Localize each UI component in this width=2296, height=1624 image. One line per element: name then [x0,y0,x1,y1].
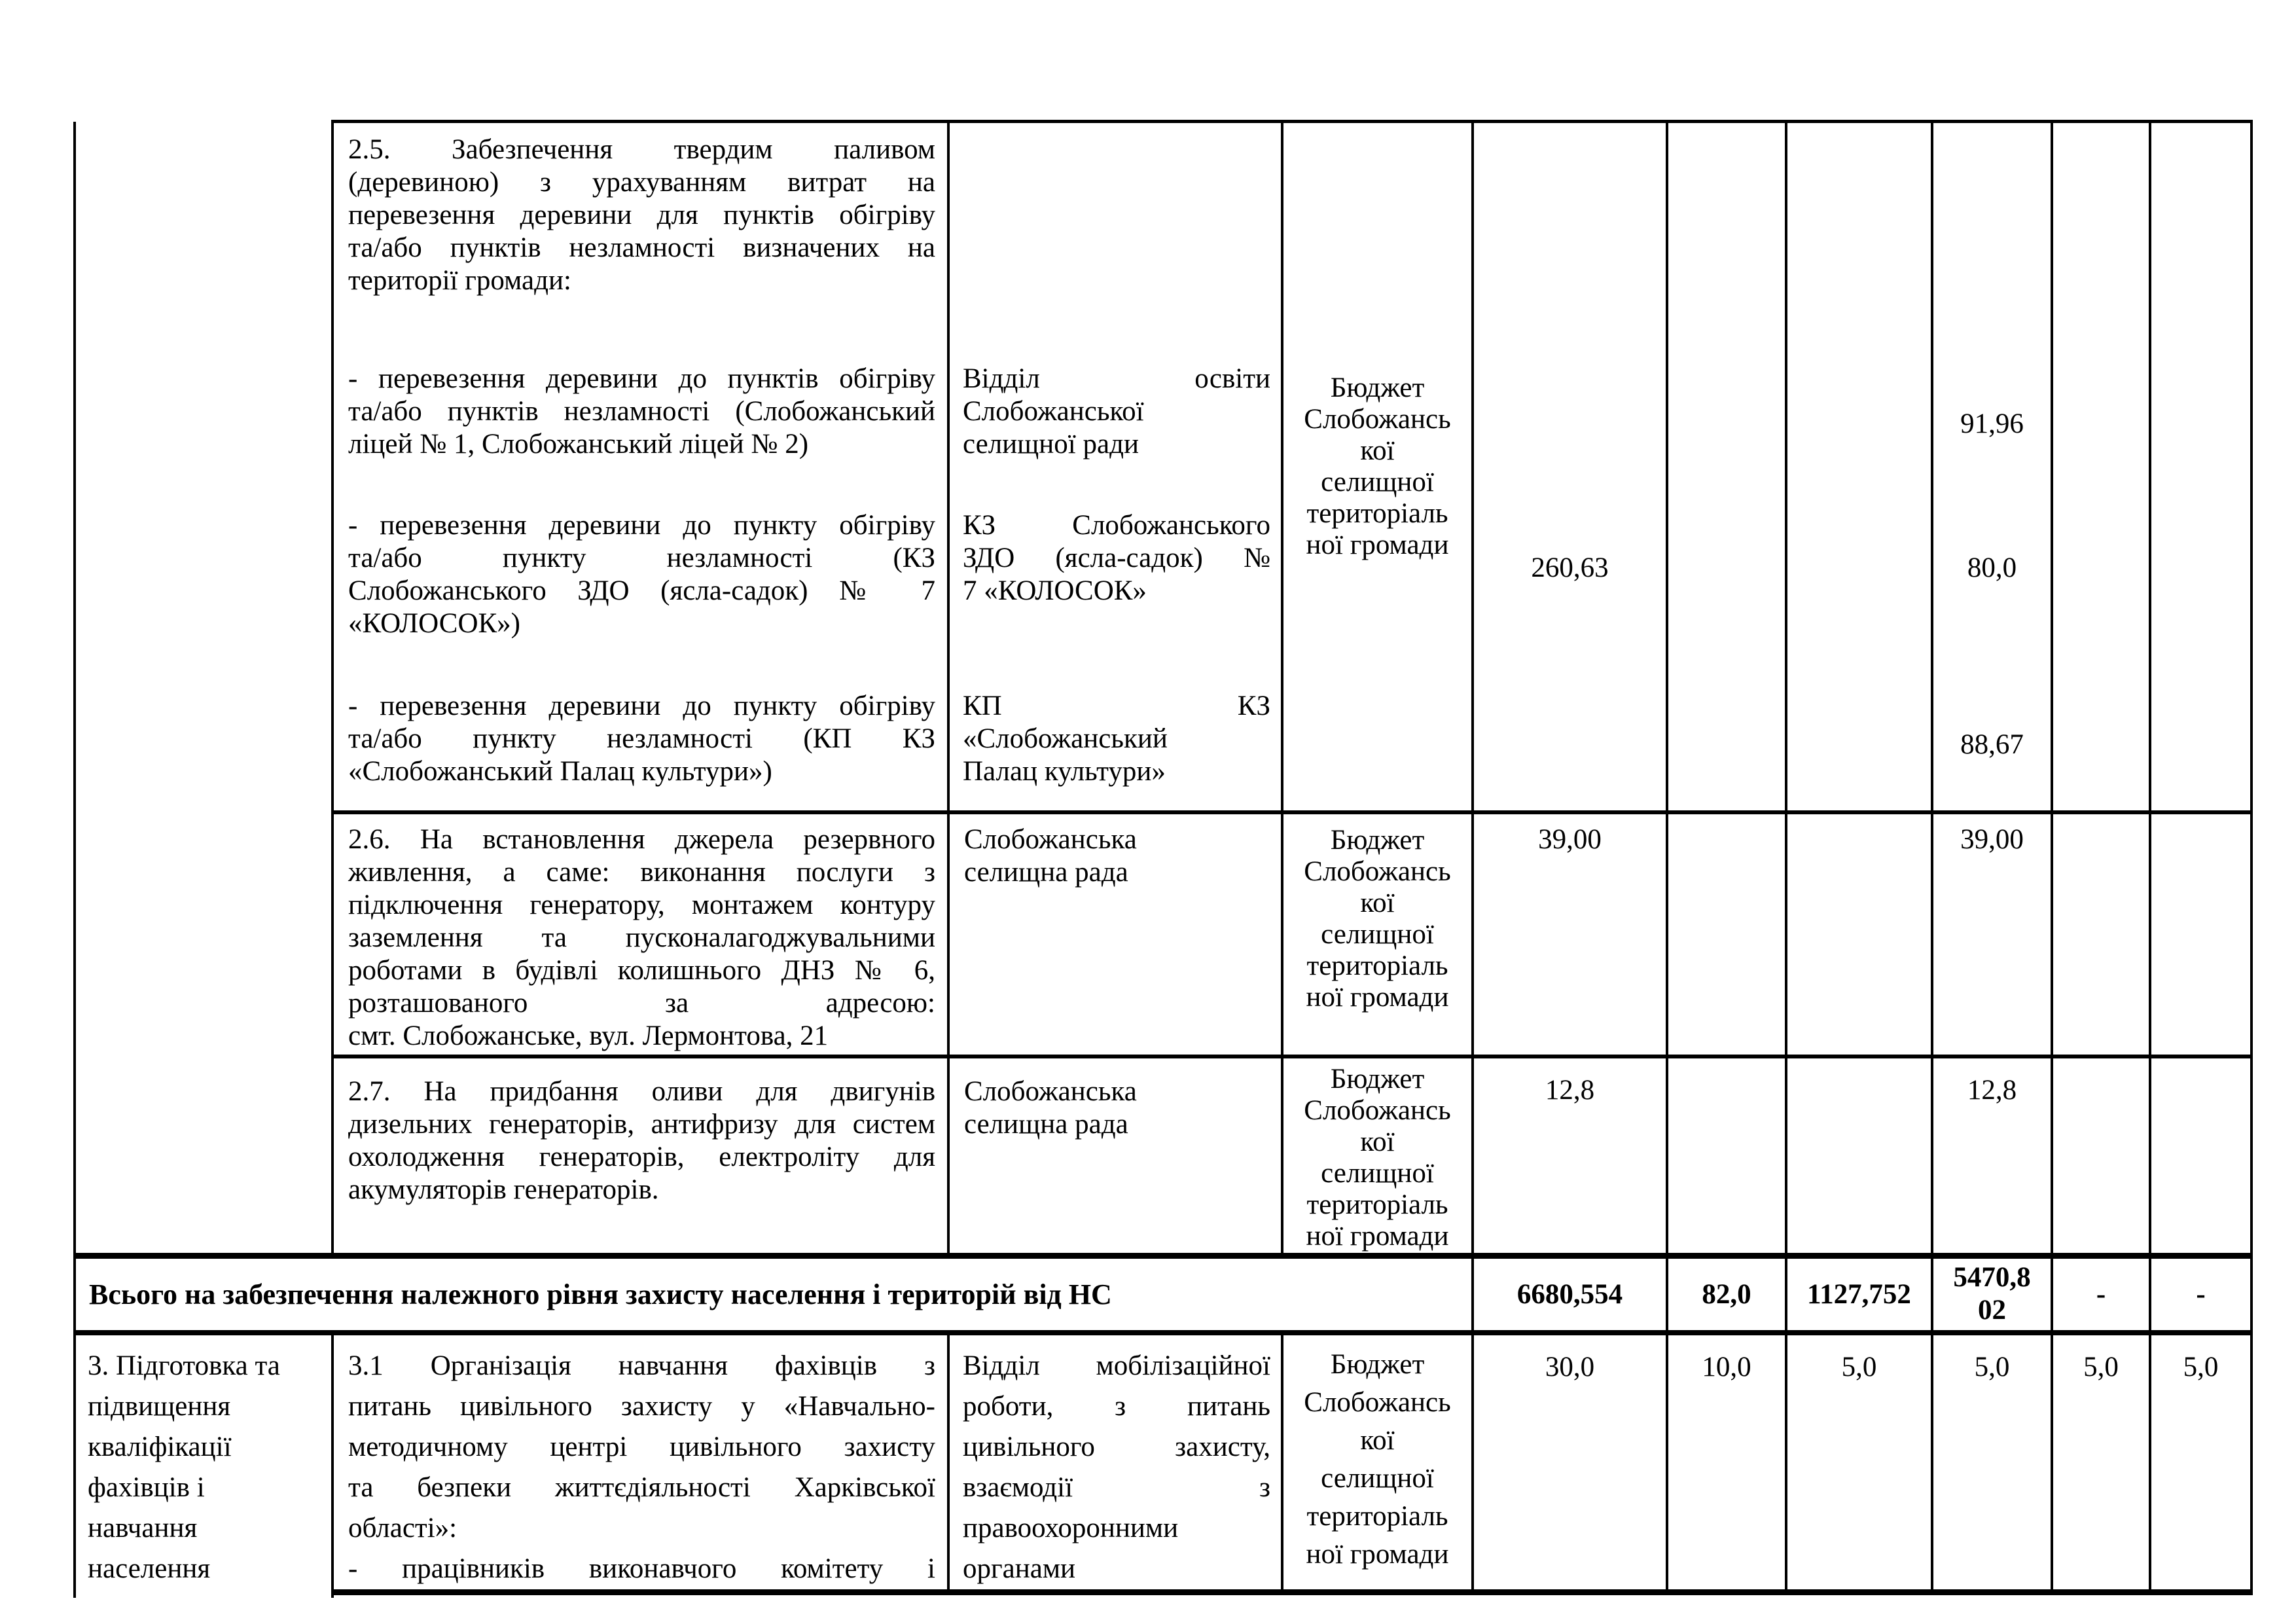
measure-2-6-year-amount-cell: 39,00 [1932,812,2052,1056]
measure-3-1-subitem-text: - працівників виконавчого комітету і [348,1553,935,1584]
empty-cell [2150,1056,2251,1256]
empty-cell [1667,812,1786,1056]
measure-2-7-year-amount-cell: 12,8 [1932,1056,2052,1256]
row-measure-2-5 [75,122,2251,812]
totals-amount-col2: 82,0 [1667,1256,1786,1333]
row-measure-2-7 [75,1056,2251,1256]
measure-2-5-year-amount-3: 88,67 [1960,729,2024,760]
section2-category-cell-empty [75,122,332,1256]
empty-cell [1667,122,1786,812]
measure-2-7-description-cell: 2.7. На придбання оливи для двигунів дизельних генераторів, антифризу для систем охолодження генераторів, електроліту для акумуляторів генераторів. [332,1056,948,1256]
totals-amount-overall: 6680,554 [1473,1256,1667,1333]
measure-2-5-subitem-3-text: - перевезення деревини до пункту обігріву та/або пункту незламності (КП КЗ «Слобожанський Палац культури») [348,691,935,787]
measure-3-1-amount-y3: 5,0 [1932,1333,2052,1593]
executor-palace-of-culture: КП КЗ «Слобожанський Палац культури» [963,691,1270,787]
empty-cell [1667,1056,1786,1256]
program-measures-table [73,120,2253,1595]
measure-2-5-total-amount: 260,63 [1531,552,1609,583]
totals-amount-col5-dash: - [2052,1256,2150,1333]
measure-2-5-year-amount-2: 80,0 [1967,552,2017,583]
measure-2-5-subitem-1-text: - перевезення деревини до пунктів обігріву та/або пунктів незламності (Слобожанський ліцей № 1, Слобожанський ліцей № 2) [348,363,935,460]
measure-3-1-intro-text: 3.1 Організація навчання фахівців з питань цивільного захисту у «Навчально- методичному центрі цивільного захисту та безпеки життєдіяльності Харківської області»: [348,1350,935,1543]
executor-kindergarten-kolosok: КЗ Слобожанського ЗДО (ясла-садок) № 7 «КОЛОСОК» [963,510,1270,606]
totals-amount-col6-dash: - [2150,1256,2251,1333]
measure-2-5-executor-cell [948,122,1282,812]
section3-category-cell: 3. Підготовка та підвищення кваліфікації фахівців і навчання населення [75,1333,332,1593]
empty-cell [2052,812,2150,1056]
measure-3-1-amount-total: 30,0 [1473,1333,1667,1593]
measure-2-6-funding-source-cell: Бюджет Слобожансь кої селищної територіаль ної громади [1282,812,1473,1056]
measure-3-1-funding-source-cell: Бюджет Слобожансь кої селищної територіаль ної громади [1282,1333,1473,1593]
empty-cell [2150,812,2251,1056]
empty-cell [2052,122,2150,812]
measure-2-5-funding-source-cell: Бюджет Слобожансь кої селищної територіаль ної громади [1282,122,1473,812]
category-column-left-rule-stub [73,1579,76,1598]
row-measure-2-6 [75,812,2251,1056]
category-column-right-rule-stub [331,1579,334,1598]
measure-2-7-executor-cell: Слобожанська селищна рада [948,1056,1282,1256]
measure-2-5-year-amounts-cell [1932,122,2052,812]
measure-2-6-description-cell: 2.6. На встановлення джерела резервного живлення, а саме: виконання послуги з підключення генератору, монтажем контуру заземлення та пусконалагоджувальними роботами в будівлі колишнього ДНЗ № 6, розташованого за адресою: смт. Слобожанське, вул. Лермонтова, 21 [332,812,948,1056]
totals-amount-col4: 5470,8 02 [1932,1256,2052,1333]
measure-2-7-funding-source-cell: Бюджет Слобожансь кої селищної територіаль ної громади [1282,1056,1473,1256]
row-measure-3-1 [75,1333,2251,1593]
measure-2-5-total-amount-cell [1473,122,1667,812]
totals-amount-col3: 1127,752 [1786,1256,1932,1333]
measure-3-1-amount-y1: 10,0 [1667,1333,1786,1593]
measure-2-6-executor-cell: Слобожанська селищна рада [948,812,1282,1056]
measure-2-7-total-amount-cell: 12,8 [1473,1056,1667,1256]
measure-2-5-description-cell [332,122,948,812]
empty-cell [1786,122,1932,812]
measure-3-1-amount-y2: 5,0 [1786,1333,1932,1593]
measure-2-6-total-amount-cell: 39,00 [1473,812,1667,1056]
measure-2-5-year-amount-1: 91,96 [1960,408,2024,439]
measure-3-1-amount-y5: 5,0 [2150,1333,2251,1593]
measure-3-1-amount-y4: 5,0 [2052,1333,2150,1593]
measure-3-1-description-cell [332,1333,948,1593]
row-section2-totals [75,1256,2251,1333]
empty-cell [2150,122,2251,812]
measure-3-1-executor-cell: Відділ мобілізаційної роботи, з питань цивільного захисту, взаємодії з правоохоронними органами [948,1333,1282,1593]
empty-cell [1786,1056,1932,1256]
section2-totals-label: Всього на забезпечення належного рівня захисту населення і територій від НС [75,1256,1473,1333]
executor-education-department: Відділ освіти Слобожанської селищної ради [963,363,1270,460]
empty-cell [2052,1056,2150,1256]
measure-2-5-subitem-2-text: - перевезення деревини до пункту обігріву та/або пункту незламності (КЗ Слобожанського ЗДО (ясла-садок) № 7 «КОЛОСОК») [348,510,935,639]
measure-2-5-intro-text: 2.5. Забезпечення твердим паливом (деревиною) з урахуванням витрат на перевезення деревини для пунктів обігріву та/або пунктів незламності визначених на території громади: [348,134,935,296]
empty-cell [1786,812,1932,1056]
